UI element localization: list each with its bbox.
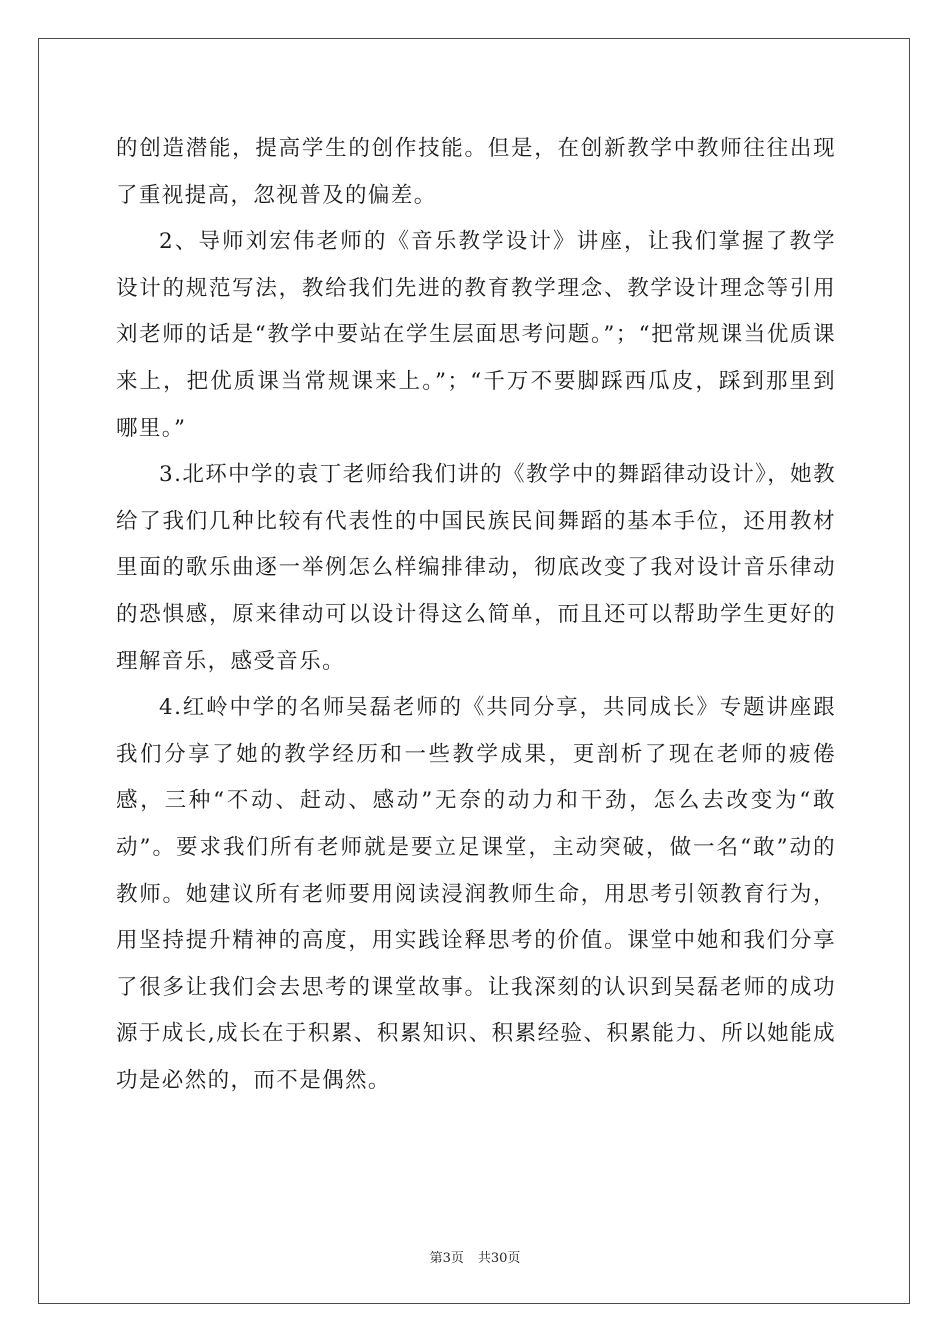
paragraph-4: 4.红岭中学的名师吴磊老师的《共同分享，共同成长》专题讲座跟我们分享了她的教学经历和一些教学成果，更剖析了现在老师的疲倦感，三种“不动、赶动、感动”无奈的动力和干劲，怎么去改变为“敢动”。要求我们所有老师就是要立足课堂，主动突破，做一名“敢”动的教师。她建议所有老师要用阅读浸润教师生命，用思考引领教育行为，用坚持提升精神的高度，用实践诠释思考的价值。课堂中她和我们分享了很多让我们会去思考的课堂故事。让我深刻的认识到吴磊老师的成功源于成长,成长在于积累、积累知识、积累经验、积累能力、所以她能成功是必然的，而不是偶然。: [116, 695, 836, 1093]
document-body: [116, 126, 836, 1104]
page-total: 共30页: [477, 1251, 521, 1266]
paragraph-3: 3.北环中学的袁丁老师给我们讲的《教学中的舞蹈律动设计》，她教给了我们几种比较有代表性的中国民族民间舞蹈的基本手位，还用教材里面的歌乐曲逐一举例怎么样编排律动，彻底改变了我对设计音乐律动的恐惧感，原来律动可以设计得这么简单，而且还可以帮助学生更好的理解音乐，感受音乐。: [116, 462, 836, 674]
page-footer: [0, 1247, 950, 1266]
paragraph-1: 的创造潜能，提高学生的创作技能。但是，在创新教学中教师往往出现了重视提高，忽视普及的偏差。: [116, 136, 836, 208]
page-number: 第3页: [429, 1251, 464, 1266]
paragraph-2: 2、导师刘宏伟老师的《音乐教学设计》讲座，让我们掌握了教学设计的规范写法，教给我们先进的教育教学理念、教学设计理念等引用刘老师的话是“教学中要站在学生层面思考问题。”；“把常规课当优质课来上，把优质课当常规课来上。”；“千万不要脚踩西瓜皮，踩到那里到哪里。”: [116, 229, 836, 441]
